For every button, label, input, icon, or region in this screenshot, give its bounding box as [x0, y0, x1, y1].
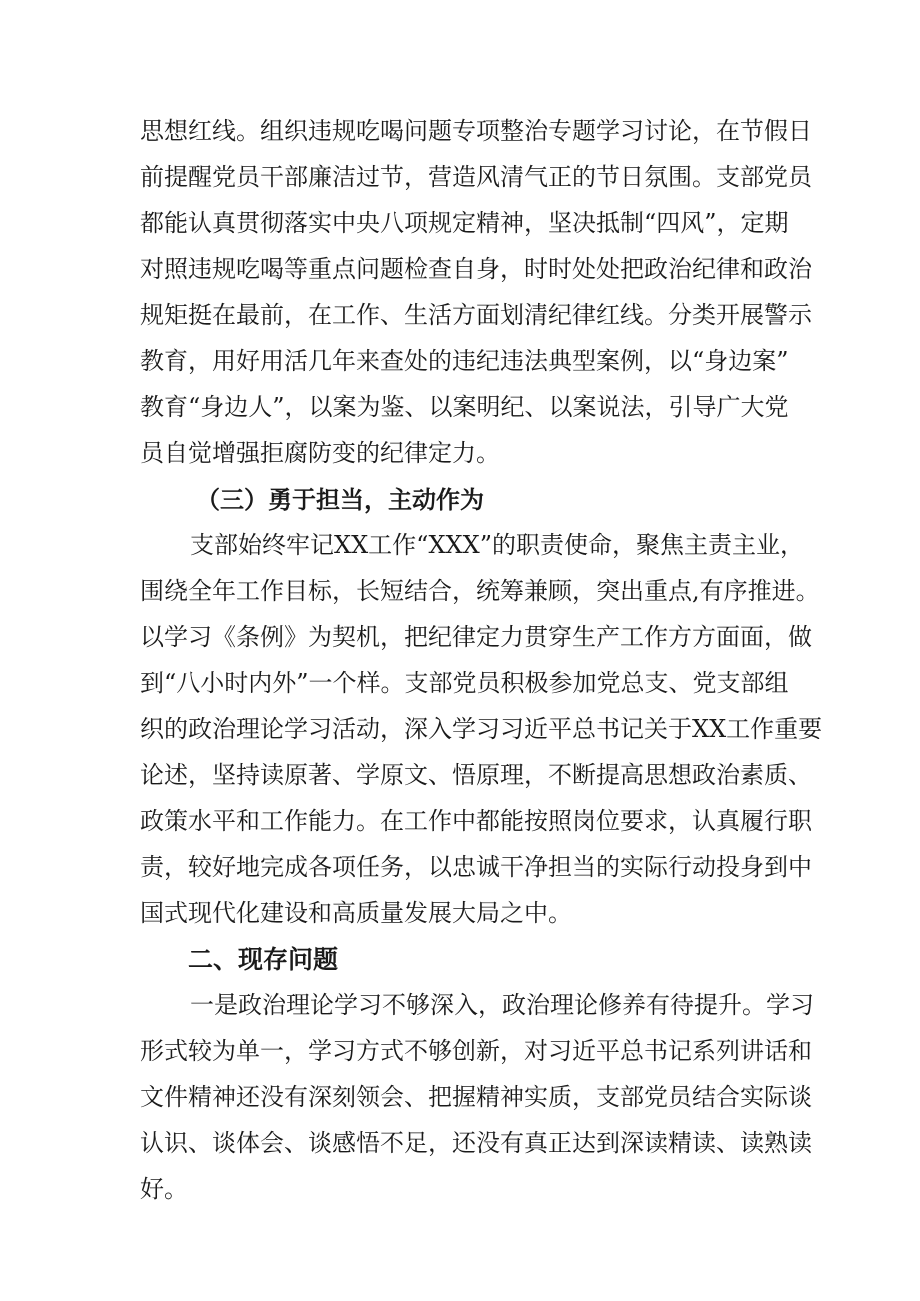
- paragraph-line: 对照违规吃喝等重点问题检查自身，时时处处把政治纪律和政治: [140, 255, 812, 283]
- paragraph-line: 国式现代化建设和高质量发展大局之中。: [140, 899, 572, 927]
- paragraph-line: 围绕全年工作目标，长短结合，统筹兼顾，突出重点,有序推进。: [140, 577, 820, 605]
- paragraph-line: 论述，坚持读原著、学原文、悟原理，不断提高思想政治素质、: [140, 761, 812, 789]
- paragraph-line: 认识、谈体会、谈感悟不足，还没有真正达到深读精读、读熟读: [140, 1129, 812, 1157]
- paragraph-line: 一是政治理论学习不够深入，政治理论修养有待提升。学习: [190, 991, 814, 1019]
- paragraph-line: 形式较为单一，学习方式不够创新，对习近平总书记系列讲话和: [140, 1037, 812, 1065]
- paragraph-line: 以学习《条例》为契机，把纪律定力贯穿生产工作方方面面，做: [140, 623, 812, 651]
- paragraph-line: 到“八小时内外”一个样。支部党员积极参加党总支、党支部组: [140, 669, 789, 697]
- paragraph-line: 织的政治理论学习活动，深入学习习近平总书记关于XX工作重要: [140, 715, 823, 743]
- paragraph-line: 规矩挺在最前，在工作、生活方面划清纪律红线。分类开展警示: [140, 301, 812, 329]
- section-heading: （三）勇于担当，主动作为: [196, 485, 484, 514]
- paragraph-line: 责，较好地完成各项任务，以忠诚干净担当的实际行动投身到中: [140, 853, 812, 881]
- paragraph-line: 都能认真贯彻落实中央八项规定精神，坚决抵制“四风”，定期: [140, 209, 789, 237]
- paragraph-line: 支部始终牢记XX工作“XXX”的职责使命，聚焦主责主业，: [190, 531, 804, 559]
- paragraph-line: 前提醒党员干部廉洁过节，营造风清气正的节日氛围。支部党员: [140, 163, 812, 191]
- paragraph-line: 政策水平和工作能力。在工作中都能按照岗位要求，认真履行职: [140, 807, 812, 835]
- paragraph-line: 教育“身边人”，以案为鉴、以案明纪、以案说法，引导广大党: [140, 393, 789, 421]
- paragraph-line: 思想红线。组织违规吃喝问题专项整治专题学习讨论，在节假日: [140, 117, 812, 145]
- paragraph-line: 员自觉增强拒腐防变的纪律定力。: [140, 439, 500, 467]
- paragraph-line: 好。: [140, 1175, 188, 1203]
- chapter-heading: 二、现存问题: [188, 945, 339, 974]
- paragraph-line: 教育，用好用活几年来查处的违纪违法典型案例，以“身边案”: [140, 347, 789, 375]
- paragraph-line: 文件精神还没有深刻领会、把握精神实质，支部党员结合实际谈: [140, 1083, 812, 1111]
